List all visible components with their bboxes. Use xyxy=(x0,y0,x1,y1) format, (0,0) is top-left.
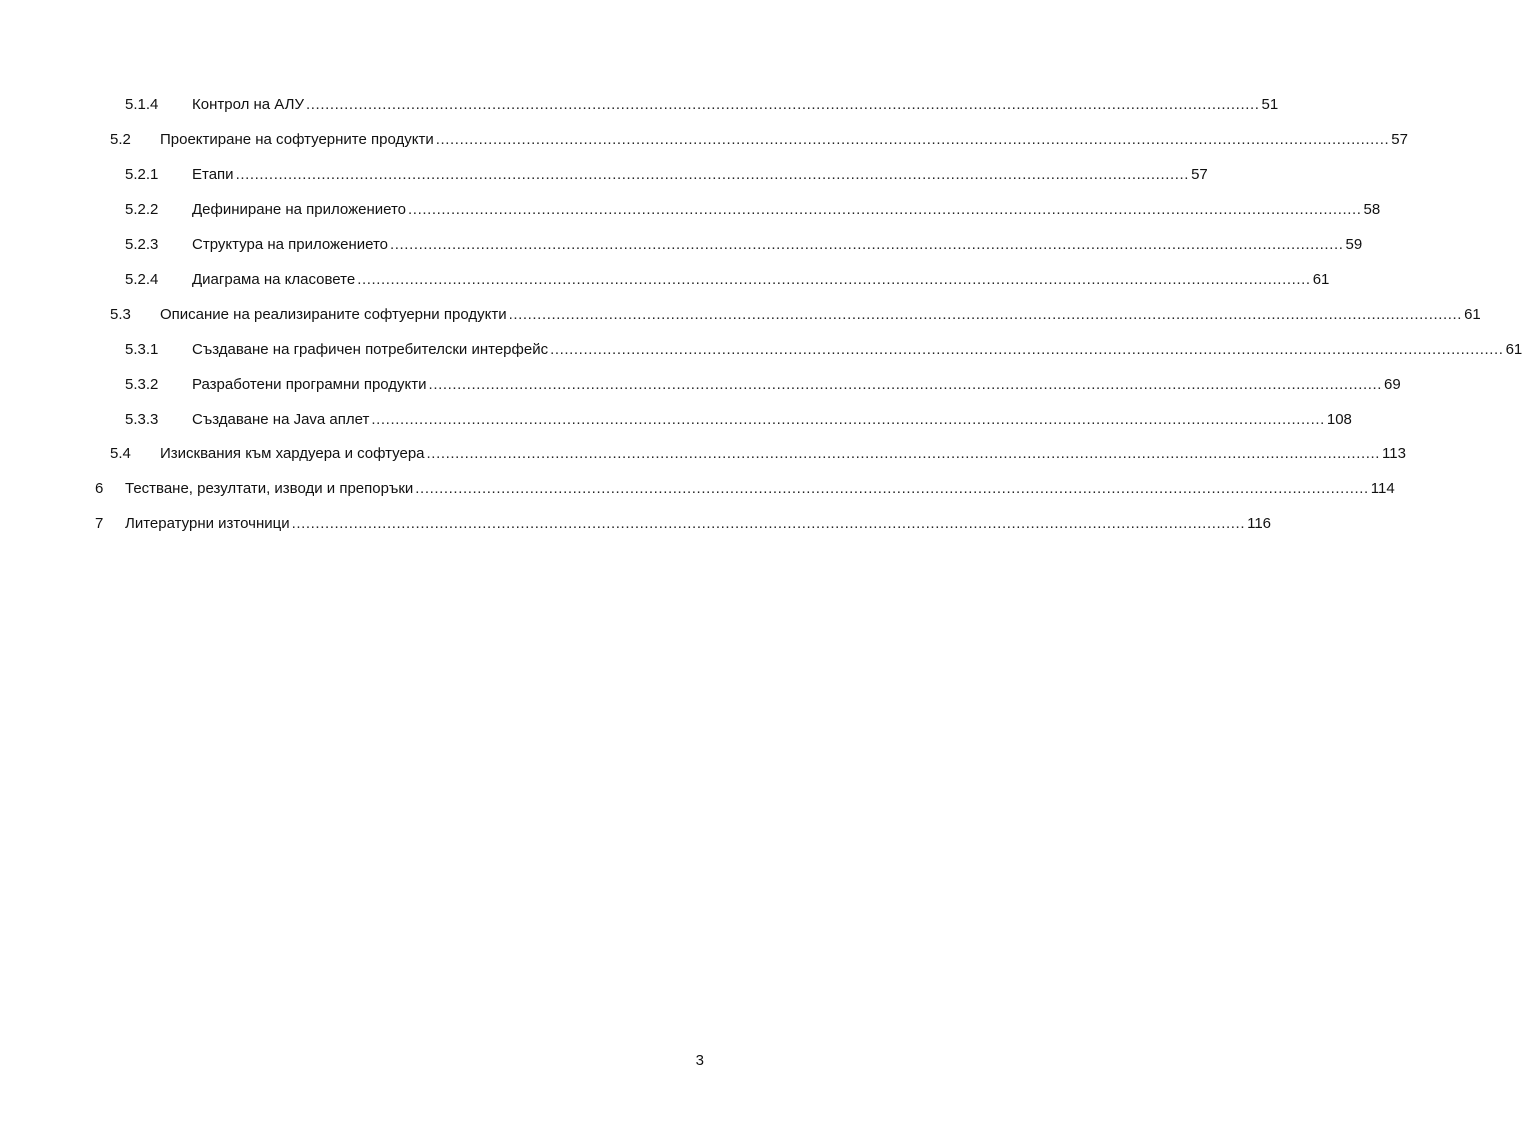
toc-entry-number: 5.4 xyxy=(110,445,131,462)
toc-entry-title: Тестване, резултати, изводи и препоръки xyxy=(125,480,414,497)
toc-entry-number: 5.2.4 xyxy=(125,271,159,288)
toc-entry-number: 5.1.4 xyxy=(125,96,159,113)
toc-entry-line xyxy=(125,513,1272,535)
toc-entry-number: 5.3.1 xyxy=(125,341,159,358)
toc-entry-number: 5.2.1 xyxy=(125,166,159,183)
toc-entry-title: Диаграма на класовете xyxy=(192,271,356,288)
toc-entry-page: 58 xyxy=(1363,201,1381,218)
toc-entry-page: 61 xyxy=(1464,306,1481,323)
toc-entry-line xyxy=(192,164,1208,186)
toc-entry-5-2[interactable] xyxy=(0,129,1408,151)
toc-entry-title: Описание на реализираните софтуерни продукти xyxy=(160,306,507,323)
toc-entry-5-3-3[interactable] xyxy=(0,409,1352,431)
toc-entry-number: 5.2.2 xyxy=(125,201,159,218)
toc-entry-page: 57 xyxy=(1191,166,1208,183)
toc-entry-line xyxy=(192,94,1279,116)
toc-entry-5-2-2[interactable] xyxy=(0,199,1381,221)
toc-dot-leader: ........................................................................................................................................................................................................ xyxy=(390,236,1344,253)
toc-entry-page: 108 xyxy=(1326,411,1352,428)
toc-entry-title: Проектиране на софтуерните продукти xyxy=(160,131,434,148)
toc-entry-title: Изисквания към хардуера и софтуера xyxy=(160,445,425,462)
toc-entry-5-4[interactable] xyxy=(0,443,1406,465)
toc-entry-number: 5.3.2 xyxy=(125,376,159,393)
toc-dot-leader: ........................................................................................................................................................................................................ xyxy=(428,376,1383,393)
toc-dot-leader: ........................................................................................................................................................................................................ xyxy=(435,131,1390,148)
toc-entry-5-3[interactable] xyxy=(0,304,1481,326)
toc-entry-page: 69 xyxy=(1384,376,1401,393)
toc-entry-number: 7 xyxy=(95,515,104,532)
toc-entry-line xyxy=(160,443,1406,465)
toc-dot-leader: ........................................................................................................................................................................................................ xyxy=(508,306,1463,323)
toc-entry-title: Създаване на графичен потребителски интерфейс xyxy=(192,341,549,358)
toc-entry-page: 61 xyxy=(1505,341,1522,358)
toc-dot-leader: ........................................................................................................................................................................................................ xyxy=(415,480,1369,497)
toc-entry-6[interactable] xyxy=(0,478,1395,500)
toc-dot-leader: ........................................................................................................................................................................................................ xyxy=(426,445,1381,462)
toc-entry-5-2-3[interactable] xyxy=(0,234,1363,256)
toc-entry-page: 51 xyxy=(1261,96,1279,113)
toc-entry-5-3-2[interactable] xyxy=(0,374,1401,396)
toc-dot-leader: ........................................................................................................................................................................................................ xyxy=(357,271,1311,288)
toc-entry-page: 114 xyxy=(1370,480,1395,497)
toc-entry-page: 59 xyxy=(1345,236,1363,253)
toc-dot-leader: ........................................................................................................................................................................................................ xyxy=(291,515,1246,532)
toc-dot-leader: ........................................................................................................................................................................................................ xyxy=(306,96,1260,113)
toc-entry-line xyxy=(160,129,1408,151)
toc-entry-line xyxy=(192,339,1522,361)
toc-entry-page: 116 xyxy=(1247,515,1272,532)
toc-entry-line xyxy=(192,234,1363,256)
toc-entry-number: 5.2 xyxy=(110,131,131,148)
toc-entry-title: Създаване на Java аплет xyxy=(192,411,370,428)
toc-entry-line xyxy=(192,374,1401,396)
toc-dot-leader: ........................................................................................................................................................................................................ xyxy=(235,166,1190,183)
toc-entry-5-1-4[interactable] xyxy=(0,94,1279,116)
toc-entry-title: Структура на приложението xyxy=(192,236,388,253)
toc-entry-number: 5.3 xyxy=(110,306,131,323)
toc-entry-page: 113 xyxy=(1382,445,1406,462)
toc-entry-title: Дефиниране на приложението xyxy=(192,201,407,218)
toc-entry-7[interactable] xyxy=(0,513,1272,535)
toc-entry-line xyxy=(192,409,1352,431)
toc-entry-line xyxy=(125,478,1395,500)
toc-entry-title: Етапи xyxy=(192,166,234,183)
toc-entry-number: 6 xyxy=(95,480,104,497)
toc-entry-5-3-1[interactable] xyxy=(0,339,1522,361)
toc-entry-number: 5.2.3 xyxy=(125,236,159,253)
toc-entry-line xyxy=(192,199,1381,221)
toc-entry-line xyxy=(192,269,1330,291)
toc-dot-leader: ........................................................................................................................................................................................................ xyxy=(408,201,1362,218)
toc-entry-5-2-1[interactable] xyxy=(0,164,1208,186)
toc-entry-line xyxy=(160,304,1481,326)
toc-entry-title: Литературни източници xyxy=(125,515,290,532)
toc-entry-5-2-4[interactable] xyxy=(0,269,1330,291)
toc-entry-page: 61 xyxy=(1312,271,1330,288)
page-number: 3 xyxy=(695,1052,704,1069)
toc-entry-title: Контрол на АЛУ xyxy=(192,96,305,113)
toc-entry-number: 5.3.3 xyxy=(125,411,159,428)
toc-entry-title: Разработени програмни продукти xyxy=(192,376,427,393)
toc-entry-page: 57 xyxy=(1391,131,1408,148)
toc-dot-leader: ........................................................................................................................................................................................................ xyxy=(550,341,1504,358)
toc-dot-leader: ........................................................................................................................................................................................................ xyxy=(371,411,1325,428)
